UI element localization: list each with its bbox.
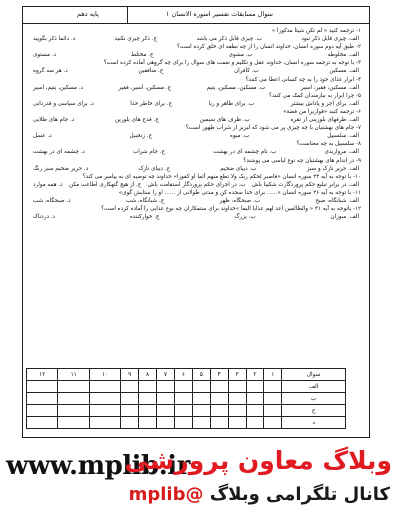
answer-cell[interactable] [264,393,282,405]
answer-cell[interactable] [174,381,192,393]
answer-cell[interactable] [157,417,175,429]
option-text: الف. حریر نازک و سبز [306,165,359,172]
option-text: ب. در اجرای حکم پروردگار استقامت باش [147,181,246,188]
option-text: ج. شبانگاه، شب [126,197,165,204]
answer-cell[interactable] [210,417,228,429]
table-header-number: ۳ [228,369,246,381]
answer-cell[interactable] [121,393,139,405]
question-options [31,148,361,156]
footer-url: www.mplib.ir [6,451,190,481]
answer-cell[interactable] [228,393,246,405]
option-text: ب. صبحگاه، ظهر [219,197,260,204]
answer-cell[interactable] [228,405,246,417]
question-text: ۱۲- باتوجه به آیه ۳۱ « والظالمین أعد لهم عذابا الیما »خداوند برای ستمکاران چه نوع عذابی را آماده کرده است؟ [101,206,361,213]
row-label: ج [282,405,346,417]
option-text: الف. مرواریدی [324,149,359,156]
answer-cell[interactable] [228,417,246,429]
answer-cell[interactable] [246,393,264,405]
question-options [31,197,361,205]
question-list [23,24,369,221]
question-text: ۱۰- با توجه به آیه ۲۴ سوره انسان «فاصبر لحکم ربک ولا تطع منهم آثما أو کفورا» خداوند چه توصیه ای به پیامبر می کند؟ [82,173,361,180]
question-text: ۷- جام های بهشتیان با چه چیزی پر می شود که لبریز از شراب طهور است؟ [185,125,361,132]
option-text: د. صبحگاه، شب [33,197,71,204]
question-options [31,100,361,108]
answer-cell[interactable] [192,405,210,417]
question-text: ۶- ترجمه کنید «قواریرا من فضة» [283,108,361,115]
answer-cell[interactable] [58,417,89,429]
footer-blog-name: وبلاگ معاون پرورشی [124,446,392,475]
option-text: د. هر سه گروه [33,68,68,75]
table-header-number: ۱۲ [27,369,58,381]
answer-cell[interactable] [228,381,246,393]
option-text: ج. ذکر چیزی نکنید [114,36,158,43]
option-text: ب. میوه [230,133,250,140]
table-header-number: ۷ [157,369,175,381]
answer-cell[interactable] [27,393,58,405]
answer-cell[interactable] [192,417,210,429]
option-text: الف. در برابر تبلیغ حکم پروردگارت شکیبا باش [251,181,359,188]
question-options [31,132,361,140]
table-header-number: ۴ [210,369,228,381]
option-text: ب. برای ظاهر و ریا [208,100,255,107]
option-text: الف. سوزان [330,214,359,221]
channel-label: کانال تلگرامی وبلاگ [209,484,390,505]
answer-cell[interactable] [246,381,264,393]
answer-cell[interactable] [139,417,157,429]
answer-cell[interactable] [89,393,120,405]
answer-cell[interactable] [264,417,282,429]
answer-cell[interactable] [210,381,228,393]
answer-cell[interactable] [264,381,282,393]
answer-cell[interactable] [210,393,228,405]
answer-cell[interactable] [121,381,139,393]
answer-cell[interactable] [27,381,58,393]
footer-channel [129,484,390,505]
answer-cell[interactable] [139,405,157,417]
answer-cell[interactable] [210,405,228,417]
answer-cell[interactable] [27,405,58,417]
table-header-number: ۱۱ [58,369,89,381]
question-options [31,165,361,173]
answer-cell[interactable] [89,417,120,429]
answer-table [26,368,346,429]
answer-cell[interactable] [139,381,157,393]
option-text: ب. چیزی قابل ذکر می باشد [196,36,262,43]
table-header-number: ۱۰ [89,369,120,381]
answer-cell[interactable] [246,417,264,429]
option-text: ج. از هیچ گنهکاری اطاعت مکن [68,181,142,188]
option-text: ج. مختلط [130,52,154,59]
question-text: ۲- طبق آیه دوم سوره انسان، خداوند انسان را از چه نطفه ای خلق کرده است؟ [177,44,361,51]
option-text: ب. کافران [234,68,259,75]
answer-cell[interactable] [27,417,58,429]
table-header-number: ۱ [264,369,282,381]
option-text: د. حریر ضخیم سبز رنگ [33,165,89,172]
table-header-number: ۶ [174,369,192,381]
option-text: ب. بزرگ [234,214,256,221]
answer-cell[interactable] [139,393,157,405]
option-text: ج. مسکین، اسیر، فقیر [118,84,172,91]
question-text: ۴- ابرار غذای خود را به چه کسانی اعطا می کنند؟ [245,76,361,83]
table-corner: سوال [282,369,346,381]
table-row [27,405,346,417]
answer-cell[interactable] [264,405,282,417]
answer-cell[interactable] [121,405,139,417]
option-text: الف. ظرفهای بلورینی از نقره [290,117,359,124]
answer-cell[interactable] [246,405,264,417]
option-text: الف. شبانگاه، صبح [315,197,359,204]
answer-cell[interactable] [58,405,89,417]
table-header-number: ۲ [246,369,264,381]
header-divider [127,7,128,23]
option-text: ج. برای خاطر خدا [130,100,173,107]
option-text: ج. جام شراب [132,149,166,156]
answer-cell[interactable] [174,417,192,429]
option-text: الف. برای اجر و پاداش بیشتر [290,100,359,107]
question-options [31,35,361,43]
answer-cell[interactable] [157,405,175,417]
question-options [31,84,361,92]
option-text: د. دردناک [33,214,55,221]
answer-cell[interactable] [192,393,210,405]
option-text: ج. زنجبیل [129,133,153,140]
option-text: الف. مسکین [329,68,359,75]
question-options [31,213,361,221]
answer-cell[interactable] [157,393,175,405]
answer-cell[interactable] [174,405,192,417]
exam-title: سوال مسابقات تفسیر اسوره الانسان ۱ [165,10,273,18]
answer-cell[interactable] [58,393,89,405]
option-text: ج. دیبای نازک [138,165,171,172]
option-text: الف. مسکین، فقیر، اسیر [300,84,359,91]
option-text: د. عسل [33,133,52,140]
answer-cell[interactable] [192,381,210,393]
option-text: ب. ظرف های سیمین [199,117,250,124]
option-text: ب. نام چشمه ای در بهشت [213,149,277,156]
answer-cell[interactable] [89,405,120,417]
channel-handle: @mplib [128,484,204,505]
option-text: ب. دیبای ضخیم [220,165,257,172]
option-text: ب. مشوی [228,52,253,59]
option-text: ج. خوارکننده [129,214,160,221]
answer-cell[interactable] [121,417,139,429]
table-row [27,381,346,393]
question-text: ۱۱- با توجه به آیه ۲۶ سوره انسان «...... برای خدا سجده کن و مدتی طولانی از ...... او را ستایش گوی» [118,189,361,196]
exam-header [23,7,369,24]
row-label: د [282,417,346,429]
option-text: د. همه موارد [33,181,63,188]
answer-cell[interactable] [89,381,120,393]
option-text: ب. مسکین، مسکین، یتیم [206,84,266,91]
question-text: ۹- در اندام های بهشتیان چه نوع لباسی می پوشند؟ [243,157,361,164]
question-options [31,116,361,124]
option-text: الف. سلسبیل [327,133,359,140]
table-row [27,417,346,429]
question-text: ۳- با توجه به ترجمه سوره انسان، خداوند عقل و تکلیم و نعمت های سوال را برای چه گروهی آماده کرده است؟ [103,60,361,67]
table-header-number: ۵ [192,369,210,381]
question-text: ۱- ترجمه کنید « لم تکن شیئا مذکورا » [271,28,361,34]
option-text: الف. چیزی قابل ذکر نبود [301,36,359,43]
row-label: الف [282,381,346,393]
question-text: ۸- سلسبیل به چه معناست؟ [296,141,361,148]
question-options [31,67,361,75]
question-text: ۵- چرا ابرار به نیازمندان کمک می کنند؟ [268,92,361,99]
table-header-number: ۹ [121,369,139,381]
option-text: ج. منافقین [138,68,164,75]
option-text: الف. مخلوطه [327,52,359,59]
table-header-number: ۸ [139,369,157,381]
option-text: د. مستوی [33,52,57,59]
option-text: د. چشمه ای در بهشت [33,149,85,156]
answer-cell[interactable] [157,381,175,393]
grade-label: پایه دهم [77,10,99,18]
option-text: د. دائما ذکر بگویید [33,36,76,43]
option-text: د. برای سیاسی و قدردانی [33,100,94,107]
option-text: ج. قدح های بلورین [115,117,159,124]
answer-cell[interactable] [174,393,192,405]
question-options [31,51,361,59]
option-text: د. مسکین، یتیم، اسیر [33,84,83,91]
option-text: د. جام های طلایی [33,117,75,124]
question-options [31,181,361,189]
table-row [27,393,346,405]
answer-cell[interactable] [58,381,89,393]
row-label: ب [282,393,346,405]
